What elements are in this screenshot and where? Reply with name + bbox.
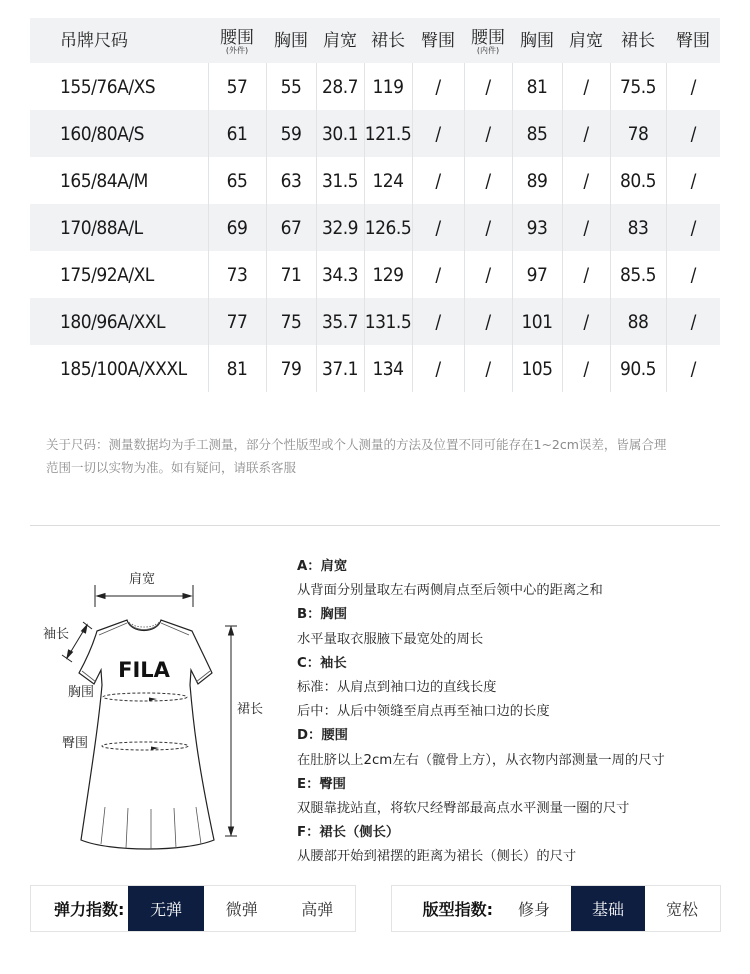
elasticity-option[interactable]: 高弹 (301, 900, 334, 919)
header-cell (512, 18, 562, 63)
dress-measurement-diagram (35, 560, 275, 850)
measurement-cell: 65 (208, 157, 266, 204)
header-size (30, 18, 208, 63)
dress-outline (79, 620, 214, 849)
measurement-cell: 71 (266, 251, 316, 298)
measurement-cell: 67 (266, 204, 316, 251)
description-title: B：胸围 (297, 607, 348, 623)
measurement-cell: / (412, 298, 464, 345)
measurement-cell: / (666, 63, 720, 110)
description-text: 标准：从肩点到袖口边的直线长度 (297, 679, 497, 695)
header-label: 臀围 (421, 30, 455, 51)
measurement-cell: 105 (512, 345, 562, 392)
header-sublabel: (外件) (225, 46, 249, 55)
description-title: C：袖长 (297, 655, 347, 671)
size-label-cell: 160/80A/S (60, 122, 144, 145)
size-label-cell: 175/92A/XL (60, 263, 154, 286)
measurement-cell: 89 (512, 157, 562, 204)
measurement-cell: / (562, 63, 610, 110)
measurement-cell: 90.5 (610, 345, 666, 392)
measurement-cell: 81 (512, 63, 562, 110)
measurement-cell: 75.5 (610, 63, 666, 110)
description-title: A：肩宽 (297, 559, 348, 574)
table-header-row (30, 18, 720, 63)
fit-option[interactable]: 宽松 (665, 900, 698, 919)
measurement-cell: / (562, 251, 610, 298)
header-cell (666, 18, 720, 63)
measurement-cell: 35.7 (316, 298, 364, 345)
table-row (30, 298, 720, 345)
table-row (30, 345, 720, 392)
header-label: 臀围 (676, 30, 710, 51)
size-label-cell: 165/84A/M (60, 169, 148, 192)
header-cell (562, 18, 610, 63)
measurement-cell: 119 (364, 63, 412, 110)
measurement-cell: 31.5 (316, 157, 364, 204)
header-label: 肩宽 (323, 30, 357, 51)
measurement-cell: 79 (266, 345, 316, 392)
measurement-cell: / (464, 110, 512, 157)
measurement-cell: / (666, 157, 720, 204)
measurement-cell: 83 (610, 204, 666, 251)
header-cell (364, 18, 412, 63)
measurement-cell: 121.5 (364, 110, 412, 157)
size-note (46, 433, 726, 479)
measurement-cell: 134 (364, 345, 412, 392)
header-label: 胸围 (520, 30, 554, 51)
measurement-cell: 126.5 (364, 204, 412, 251)
hip-label: 臀围 (62, 736, 89, 751)
fit-option[interactable]: 修身 (517, 900, 550, 919)
measurement-cell: 75 (266, 298, 316, 345)
measurement-cell: 55 (266, 63, 316, 110)
header-cell (412, 18, 464, 63)
measurement-cell: 63 (266, 157, 316, 204)
size-note-line-1: 关于尺码：测量数据均为手工测量，部分个性版型或个人测量的方法及位置不同可能存在1~2cm误差，皆属合理 (46, 437, 667, 452)
sleeve-length-label: 袖长 (43, 627, 70, 642)
measurement-cell: / (666, 110, 720, 157)
description-text: 从背面分别量取左右两侧肩点至后领中心的距离之和 (297, 583, 603, 599)
measurement-cell: 57 (208, 63, 266, 110)
table-row (30, 157, 720, 204)
description-text: 水平量取衣服腋下最宽处的周长 (297, 631, 484, 647)
chest-label: 胸围 (68, 685, 95, 700)
size-label-cell: 170/88A/L (60, 216, 143, 239)
table-row (30, 63, 720, 110)
measurement-cell: / (562, 110, 610, 157)
measurement-cell: / (412, 345, 464, 392)
fit-index-label: 版型指数: (422, 900, 493, 919)
header-label: 肩宽 (569, 30, 603, 51)
measurement-cell: 69 (208, 204, 266, 251)
measurement-cell: / (464, 251, 512, 298)
size-label-cell: 155/76A/XS (60, 75, 156, 98)
description-text: 后中：从后中领缝至肩点再至袖口边的长度 (297, 704, 550, 720)
measurement-cell: 80.5 (610, 157, 666, 204)
dress-length-arrow (225, 626, 237, 836)
measurement-cell: 85 (512, 110, 562, 157)
measurement-cell: / (412, 204, 464, 251)
header-cell (266, 18, 316, 63)
table-row (30, 251, 720, 298)
size-chart-table (30, 18, 720, 392)
measurement-cell: / (412, 251, 464, 298)
measurement-cell: 129 (364, 251, 412, 298)
elasticity-index (30, 885, 356, 932)
measurement-cell: / (464, 298, 512, 345)
measurement-cell: / (464, 157, 512, 204)
measurement-cell: 61 (208, 110, 266, 157)
measurement-cell: 131.5 (364, 298, 412, 345)
shoulder-width-label: 肩宽 (129, 572, 156, 587)
header-label: 裙长 (371, 30, 405, 51)
description-text: 从腰部开始到裙摆的距离为裙长（侧长）的尺寸 (297, 849, 577, 865)
measurement-cell: 77 (208, 298, 266, 345)
size-label-cell: 180/96A/XXL (60, 310, 166, 333)
measurement-cell: 37.1 (316, 345, 364, 392)
measurement-cell: / (464, 345, 512, 392)
measurement-cell: 28.7 (316, 63, 364, 110)
measurement-cell: 73 (208, 251, 266, 298)
table-body (30, 63, 720, 392)
dress-length-label: 裙长 (237, 702, 264, 717)
fila-logo: FILA (118, 658, 170, 682)
measurement-cell: 32.9 (316, 204, 364, 251)
measurement-cell: / (666, 204, 720, 251)
measurement-cell: 124 (364, 157, 412, 204)
measurement-cell: / (412, 110, 464, 157)
measurement-cell: / (562, 157, 610, 204)
measurement-cell: 30.1 (316, 110, 364, 157)
measurement-cell: / (666, 345, 720, 392)
description-text: 双腿靠拢站直，将软尺经臀部最高点水平测量一圈的尺寸 (297, 800, 630, 816)
measurement-cell: / (412, 63, 464, 110)
header-cell (464, 18, 512, 63)
description-title: E：臀围 (297, 776, 346, 792)
size-label-cell: 185/100A/XXXL (60, 357, 187, 380)
header-cell (208, 18, 266, 63)
measurement-cell: / (562, 298, 610, 345)
header-label: 裙长 (621, 30, 655, 51)
elasticity-index-label: 弹力指数: (54, 900, 125, 919)
header-cell (610, 18, 666, 63)
measurement-cell: 93 (512, 204, 562, 251)
description-text: 在肚脐以上2cm左右（髋骨上方），从衣物内部测量一周的尺寸 (297, 752, 665, 768)
elasticity-option[interactable]: 微弹 (225, 900, 258, 919)
measurement-cell: 59 (266, 110, 316, 157)
measurement-cell: 81 (208, 345, 266, 392)
header-label: 胸围 (274, 30, 308, 51)
header-label: 吊牌尺码 (60, 30, 128, 51)
measurement-cell: / (412, 157, 464, 204)
section-divider (30, 525, 720, 526)
table-row (30, 204, 720, 251)
elasticity-option[interactable]: 无弹 (128, 886, 204, 931)
measurement-cell: / (666, 298, 720, 345)
measurement-cell: 97 (512, 251, 562, 298)
fit-option[interactable]: 基础 (571, 886, 645, 931)
measurement-cell: / (666, 251, 720, 298)
measurement-cell: 78 (610, 110, 666, 157)
measurement-cell: / (562, 345, 610, 392)
measurement-cell: 101 (512, 298, 562, 345)
header-cell (316, 18, 364, 63)
measurement-cell: 34.3 (316, 251, 364, 298)
size-note-line-2: 范围一切以实物为准。如有疑问，请联系客服 (46, 460, 297, 475)
shoulder-width-arrow (95, 585, 193, 607)
measurement-descriptions (297, 555, 737, 869)
description-title: F：裙长（侧长） (297, 825, 400, 841)
fit-index (391, 885, 721, 932)
header-label: 腰围 (471, 28, 505, 48)
measurement-cell: 85.5 (610, 251, 666, 298)
measurement-cell: / (562, 204, 610, 251)
description-title: D：腰围 (297, 728, 348, 744)
table-row (30, 110, 720, 157)
header-sublabel: (内件) (476, 46, 500, 55)
measurement-cell: / (464, 63, 512, 110)
measurement-cell: / (464, 204, 512, 251)
header-label: 腰围 (220, 28, 254, 48)
measurement-cell: 88 (610, 298, 666, 345)
